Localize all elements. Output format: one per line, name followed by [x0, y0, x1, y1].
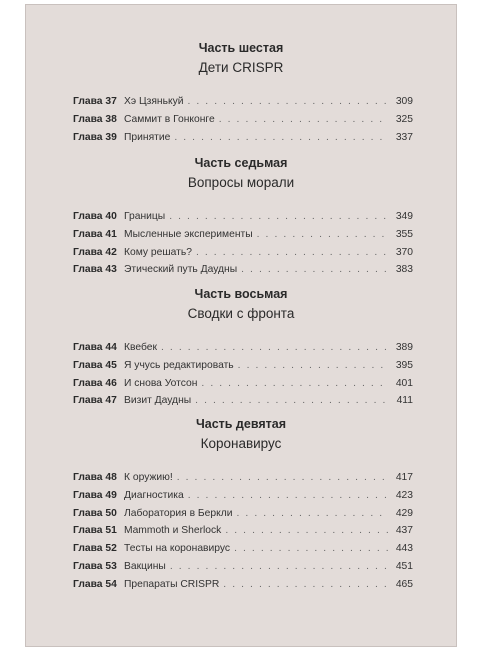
page-number: 437: [395, 525, 413, 537]
chapter-name: Кому решать?: [124, 246, 192, 258]
chapter-label: Глава 42: [73, 246, 117, 258]
dot-leader: [219, 111, 389, 129]
chapter-list: [26, 93, 456, 146]
page-number: 349: [395, 211, 413, 222]
dot-leader: [195, 392, 389, 410]
part-title: Часть шестая: [198, 41, 284, 55]
part-subtitle: Дети CRISPR: [198, 60, 284, 75]
chapter-label: Глава 41: [73, 228, 117, 240]
chapter-name: Саммит в Гонконге: [124, 113, 215, 125]
chapter-label: Глава 43: [73, 264, 117, 276]
chapter-label: Глава 52: [73, 543, 117, 555]
chapter-list: [26, 208, 456, 279]
dot-leader: [201, 375, 389, 393]
page-number: 429: [395, 507, 413, 519]
chapter-label: Глава 38: [73, 113, 117, 125]
chapter-list: [26, 469, 456, 594]
chapter-label: Глава 48: [73, 472, 117, 483]
toc-entry: [26, 339, 456, 357]
toc-entry: [26, 261, 456, 279]
part-title: Часть восьмая: [194, 287, 288, 301]
dot-leader: [187, 93, 389, 111]
toc-entry: [26, 540, 456, 558]
chapter-label: Глава 46: [73, 377, 117, 389]
chapter-label: Глава 51: [73, 525, 117, 537]
part-subtitle: Вопросы морали: [187, 175, 295, 190]
dot-leader: [169, 208, 389, 226]
chapter-name: К оружию!: [124, 472, 173, 483]
chapter-name: Этический путь Даудны: [124, 264, 238, 276]
page-number: 465: [395, 578, 413, 590]
page-number: 411: [396, 395, 413, 407]
chapter-name: Визит Даудны: [124, 395, 192, 407]
dot-leader: [225, 522, 389, 540]
part-title: Часть седьмая: [194, 156, 288, 170]
page-number: 370: [395, 246, 413, 258]
chapter-label: Глава 47: [73, 395, 117, 407]
dot-leader: [238, 357, 389, 375]
chapter-name: Я учусь редактировать: [124, 359, 234, 371]
chapter-name: Тесты на коронавирус: [124, 543, 231, 555]
chapter-list: [26, 339, 456, 410]
part-subtitle: Коронавирус: [200, 436, 282, 451]
dot-leader: [174, 129, 389, 147]
part-8: [26, 287, 456, 410]
toc-entry: [26, 129, 456, 147]
page-number: 325: [395, 113, 413, 125]
dot-leader: [188, 487, 389, 505]
chapter-name: Квебек: [124, 342, 157, 353]
part-9: [26, 417, 456, 594]
chapter-name: Мысленные эксперименты: [124, 228, 253, 240]
part-title: Часть девятая: [195, 417, 287, 431]
dot-leader: [177, 469, 389, 487]
dot-leader: [237, 505, 390, 523]
chapter-label: Глава 37: [73, 96, 117, 107]
page-number: 417: [395, 472, 413, 483]
toc-entry: [26, 111, 456, 129]
page-number: 395: [395, 359, 413, 371]
part-subtitle: Сводки с фронта: [187, 306, 295, 321]
chapter-name: Границы: [124, 211, 166, 222]
page-number: 443: [395, 543, 413, 555]
chapter-name: Вакцины: [124, 560, 166, 572]
page-number: 389: [395, 342, 413, 353]
toc-entry: [26, 469, 456, 487]
chapter-name: Принятие: [124, 131, 171, 143]
dot-leader: [161, 339, 389, 357]
dot-leader: [170, 558, 389, 576]
page-number: 401: [395, 377, 413, 389]
toc-entry: [26, 375, 456, 393]
dot-leader: [241, 261, 389, 279]
page-number: 451: [395, 560, 413, 572]
part-7: [26, 156, 456, 279]
chapter-name: Препараты CRISPR: [124, 578, 220, 590]
page-number: 383: [395, 264, 413, 276]
chapter-label: Глава 54: [73, 578, 117, 590]
chapter-name: Диагностика: [124, 489, 184, 501]
toc-entry: [26, 487, 456, 505]
chapter-name: Лаборатория в Беркли: [124, 507, 233, 519]
toc-entry: [26, 208, 456, 226]
chapter-name: И снова Уотсон: [124, 377, 198, 389]
toc-entry: [26, 505, 456, 523]
chapter-label: Глава 40: [73, 211, 117, 222]
toc-entry: [26, 522, 456, 540]
page-number: 309: [395, 96, 413, 107]
toc-entry: [26, 576, 456, 594]
toc-entry: [26, 392, 456, 410]
toc-entry: [26, 244, 456, 262]
chapter-name: Хэ Цзянькуй: [124, 96, 184, 107]
dot-leader: [223, 576, 389, 594]
chapter-name: Mammoth и Sherlock: [124, 525, 222, 537]
toc-entry: [26, 93, 456, 111]
page-number: 423: [395, 489, 413, 501]
dot-leader: [234, 540, 389, 558]
page-number: 337: [395, 131, 413, 143]
chapter-label: Глава 49: [73, 489, 117, 501]
dot-leader: [196, 244, 389, 262]
chapter-label: Глава 45: [73, 359, 117, 371]
dot-leader: [257, 226, 389, 244]
book-page: [25, 4, 457, 647]
toc-entry: [26, 226, 456, 244]
chapter-label: Глава 50: [73, 507, 117, 519]
chapter-label: Глава 39: [73, 131, 117, 143]
toc-entry: [26, 357, 456, 375]
chapter-label: Глава 44: [73, 342, 117, 353]
toc-entry: [26, 558, 456, 576]
page-number: 355: [395, 228, 413, 240]
part-6: [26, 41, 456, 146]
chapter-label: Глава 53: [73, 560, 117, 572]
